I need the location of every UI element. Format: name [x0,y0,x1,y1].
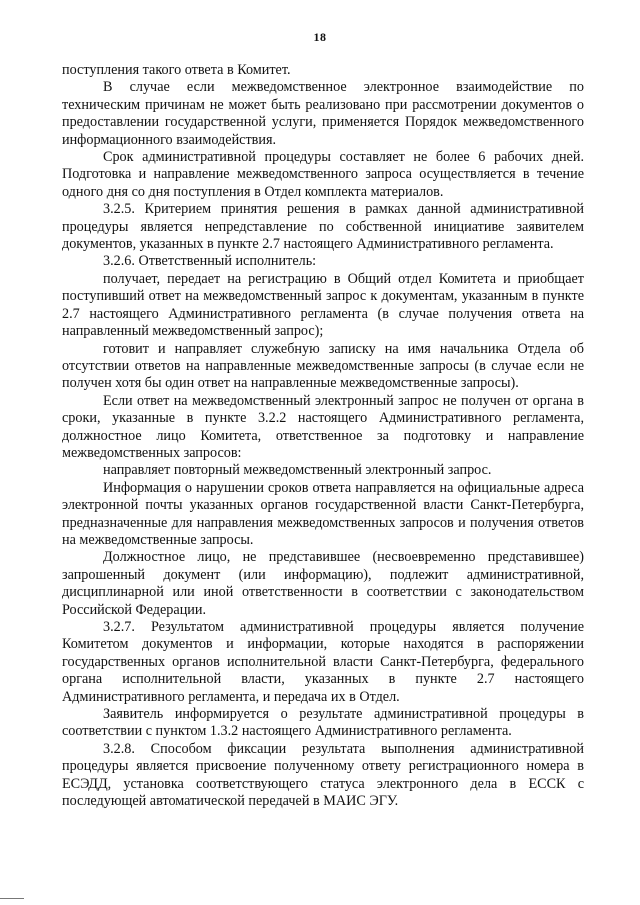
bottom-divider [0,898,24,899]
paragraph: Заявитель информируется о результате административной процедуры в соответствии с пунктом 1.3.2 настоящего Административного регламента. [62,706,584,740]
paragraph: 3.2.8. Способом фиксации результата выполнения административной процедуры является присвоение полученному ответу регистрационного номера в ЕСЭДД, установка соответствующего статуса электронного дела в ЕССК с последующей автоматической передачей в МАИС ЭГУ. [62,740,584,810]
document-body [62,62,584,810]
paragraph: Если ответ на межведомственный электронный запрос не получен от органа в сроки, указанные в пункте 3.2.2 настоящего Административного регламента, должностное лицо Комитета, ответственное за подготовку и направление межведомственных запросов: [62,392,584,461]
paragraph: получает, передает на регистрацию в Общий отдел Комитета и приобщает поступивший ответ на межведомственный запрос к документам, указанным в пункте 2.7 настоящего Административного регламента (в случае получения ответа на направленный межведомственный запрос); [62,270,584,340]
paragraph: Должностное лицо, не представившее (несвоевременно представившее) запрошенный документ (или информацию), подлежит административной, дисциплинарной или иной ответственности в соответствии с законодательством Российской Федерации. [62,549,584,618]
paragraph: Срок административной процедуры составляет не более 6 рабочих дней. Подготовка и направление межведомственного запроса осуществляется в течение одного дня со дня поступления в Отдел комплекта материалов. [62,149,584,200]
paragraph: В случае если межведомственное электронное взаимодействие по техническим причинам не может быть реализовано при рассмотрении документов о предоставлении государственной услуги, применяется Порядок межведомственного информационного взаимодействия. [62,79,584,148]
paragraph: 3.2.6. Ответственный исполнитель: [103,253,317,270]
paragraph: поступления такого ответа в Комитет. [62,62,291,78]
paragraph: готовит и направляет служебную записку на имя начальника Отдела об отсутствии ответов на направленные межведомственные запросы (в случае если не получен хотя бы один ответ на направленные межведомственные запросы). [62,340,584,392]
paragraph: Информация о нарушении сроков ответа направляется на официальные адреса электронной почты указанных органов государственной власти Санкт-Петербурга, предназначенные для направления межведомственных запросов и получения ответов на межведомственные запросы. [62,479,584,548]
page-number: 18 [313,30,327,44]
paragraph: направляет повторный межведомственный электронный запрос. [103,462,492,479]
paragraph: 3.2.7. Результатом административной процедуры является получение Комитетом документов и информации, которые находятся в распоряжении государственных органов исполнительной власти Санкт-Петербурга, федерального органа исполнительной власти, указанных в пункте 2.7 настоящего Административного регламента, и передача их в Отдел. [62,619,584,705]
paragraph: 3.2.5. Критерием принятия решения в рамках данной административной процедуры является непредставление по собственной инициативе заявителем документов, указанных в пункте 2.7 настоящего Административного регламента. [62,201,584,253]
